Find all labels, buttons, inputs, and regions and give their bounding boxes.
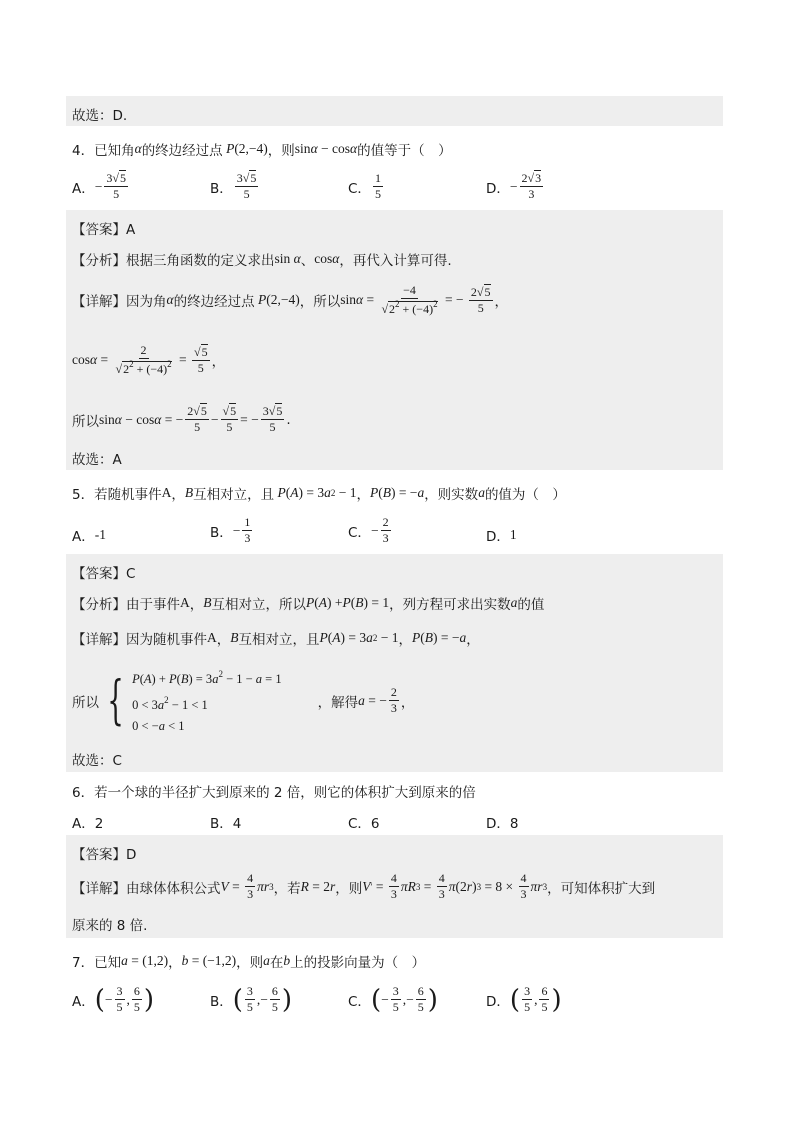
q6-detail: 【详解】 由球体体积公式 V = $\frac{4}{3}$ πr 3 ，若 R = 2 r ，则 V ′ = $\frac{4}{3}$ πR 3 = $\frac{4}{3}$ π (2 r ) 3 = 8 × $\frac{4}{3}$ πr 3 ，可知体积扩大到 (72, 871, 656, 902)
q5-stem: 5．若随机事件 A ， B 互相对立，且 P ( A ) = 3 a 2 − 1 ， P ( B ) = − a ，则实数 a 的值为（ ） (72, 485, 566, 503)
q5-option-b[interactable]: B． − $\frac{1}{3}$ (210, 515, 251, 546)
q6-option-c[interactable]: C．6 (348, 816, 380, 832)
q5-option-a[interactable]: A． -1 (72, 527, 106, 545)
q6-option-d[interactable]: D．8 (486, 816, 519, 832)
q4-stem: 4．已知角 α 的终边经过点 P (2,−4) ，则 sin α − cos α 的值等于（ ） (72, 141, 452, 159)
q7-option-d[interactable]: D． ( $\frac{3}{5}$ , $\frac{6}{5}$ ) (486, 984, 562, 1015)
q5-system: 所以 { $P(A) + P(B) = 3a^2 - 1 - a = 1$ $0 < 3a^2 - 1 < 1$ 0 < −a < 1 ，解得 a = − $\frac{2}{3}$ ， (72, 669, 415, 733)
q6-detail-line2: 原来的 8 倍. (72, 918, 148, 934)
q4-analysis: 【分析】 根据三角函数的定义求出 sin α 、 cos α ，再代入计算可得. (72, 251, 452, 269)
q3-conclusion: 故选：D. (72, 108, 128, 124)
q5-answer: 【答案】C (72, 566, 136, 582)
q4-option-b[interactable]: B． $\frac{3√5}{5}$ (210, 171, 257, 202)
answer-block-q3 (66, 96, 723, 126)
q5-option-d[interactable]: D． 1 (486, 527, 517, 545)
q7-option-c[interactable]: C． ( − $\frac{3}{5}$ ,− $\frac{6}{5}$ ) (348, 984, 438, 1015)
q6-option-b[interactable]: B．4 (210, 816, 242, 832)
q5-conclusion: 故选：C (72, 753, 122, 769)
q4-option-a[interactable]: A． − $\frac{3√5}{5}$ (72, 171, 126, 202)
q4-answer: 【答案】A (72, 222, 136, 238)
q5-analysis: 【分析】 由于事件 A ， B 互相对立，所以 P ( A ) + P ( B ) = 1 ，列方程可求出实数 a 的值 (72, 595, 545, 613)
q7-stem: 7．已知 a = (1,2) ， b = (−1,2) ，则 a 在 b 上的投影向量为（ ） (72, 953, 426, 971)
q6-answer: 【答案】D (72, 847, 137, 863)
q4-conclusion: 故选：A (72, 452, 122, 468)
q4-so-line: 所以 sin α − cos α = − $\frac{2√5}{5}$ − $\frac{√5}{5}$ = − $\frac{3√5}{5}$ . (72, 404, 291, 435)
q4-option-c[interactable]: C． $\frac{1}{5}$ (348, 171, 381, 202)
q6-option-a[interactable]: A．2 (72, 816, 104, 832)
answer-block-q5 (66, 554, 723, 772)
q4-cos-line: cos α = $\frac{2}{√2^2 + (-4)^2}$ = $\frac{√5}{5}$ ， (72, 343, 226, 377)
q5-option-c[interactable]: C． − $\frac{2}{3}$ (348, 515, 389, 546)
q7-option-a[interactable]: A． ( − $\frac{3}{5}$ , $\frac{6}{5}$ ) (72, 984, 155, 1015)
q7-option-b[interactable]: B． ( $\frac{3}{5}$ ,− $\frac{6}{5}$ ) (210, 984, 293, 1015)
q5-detail: 【详解】 因为随机事件 A ， B 互相对立，且 P ( A ) = 3 a 2 − 1 ， P ( B ) = − a ， (72, 630, 480, 648)
q6-stem: 6．若一个球的半径扩大到原来的 2 倍，则它的体积扩大到原来的倍 (72, 785, 476, 801)
q4-detail: 【详解】 因为角 α 的终边经过点 P (2,−4) ，所以 sin α = $\frac{-4}{√2^2 + (-4)^2}$ = − $\frac{2√5}{5}$ ， (72, 283, 509, 317)
q4-option-d[interactable]: D． − $\frac{2√3}{3}$ (486, 171, 542, 202)
